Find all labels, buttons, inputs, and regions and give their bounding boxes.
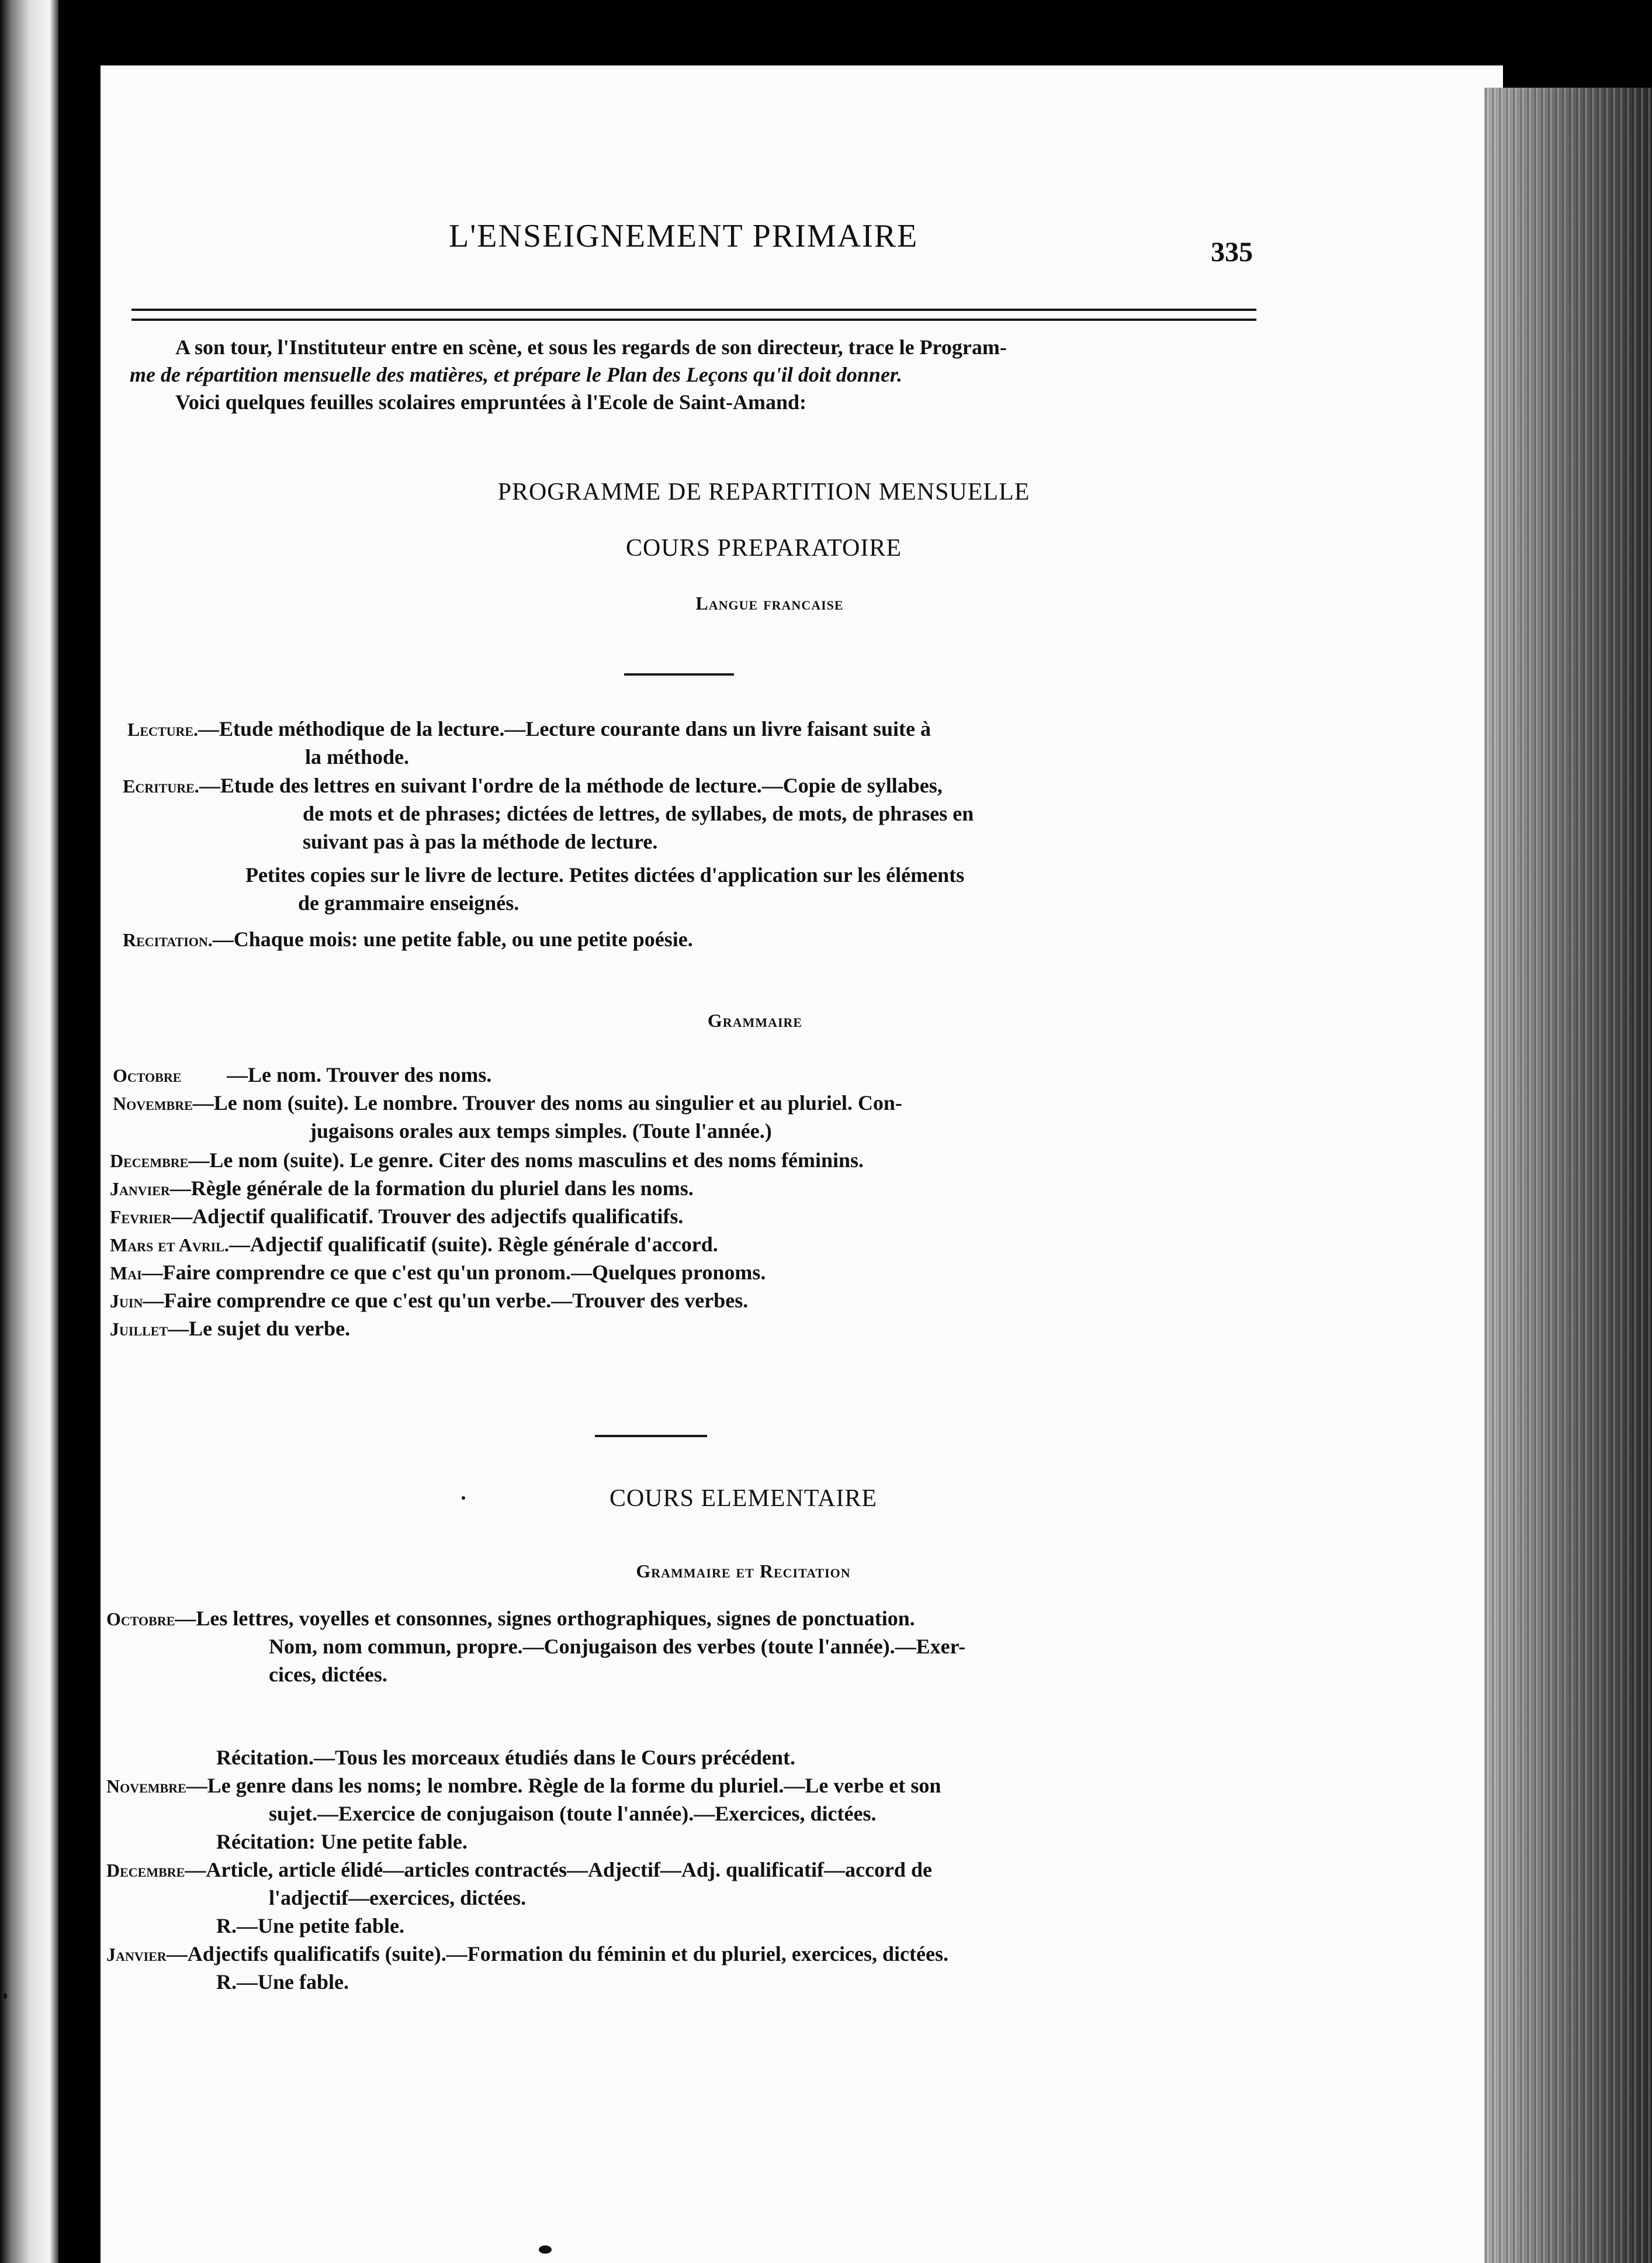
- running-header: L'ENSEIGNEMENT PRIMAIRE: [449, 218, 919, 254]
- elem-octobre-line-2: Nom, nom commun, propre.—Conjugaison des verbes (toute l'année).—Exer-: [269, 1635, 966, 1658]
- elementaire-janvier: [106, 1943, 948, 1966]
- grammaire-juillet: [110, 1317, 350, 1340]
- grammaire-decembre: [110, 1149, 864, 1172]
- lecture-continued: la méthode.: [305, 745, 409, 769]
- ecriture-line-3: suivant pas à pas la méthode de lecture.: [303, 830, 658, 853]
- scan-speck: [4, 1993, 7, 1999]
- elem-octobre-line-3: cices, dictées.: [269, 1663, 387, 1686]
- ecriture-line-2: de mots et de phrases; dictées de lettres, de syllabes, de mots, de phrases en: [303, 802, 974, 825]
- elem-decembre-line-2: l'adjectif—exercices, dictées.: [269, 1886, 527, 1909]
- mars-avril-text: —Adjectif qualificatif (suite). Règle générale d'accord.: [228, 1233, 718, 1256]
- juillet-term: Juillet: [110, 1319, 168, 1340]
- section-divider: [624, 673, 734, 676]
- elem-octobre-term: Octobre: [106, 1608, 175, 1629]
- juin-text: —Faire comprendre ce que c'est qu'un verbe.—Trouver des verbes.: [143, 1289, 749, 1312]
- elem-janvier-text: —Adjectifs qualificatifs (suite).—Formation du féminin et du pluriel, exercices, dictées.: [166, 1942, 948, 1966]
- mai-text: —Faire comprendre ce que c'est qu'un pronom.—Quelques pronoms.: [141, 1261, 766, 1284]
- elementaire-novembre: [106, 1774, 941, 1797]
- octobre-text: —Le nom. Trouver des noms.: [227, 1063, 492, 1086]
- decembre-term: Decembre: [110, 1150, 189, 1171]
- adjacent-page-edge: [0, 0, 58, 2263]
- page-number: 335: [1211, 237, 1253, 268]
- grammaire-juin: [110, 1289, 748, 1312]
- elem-janvier-term: Janvier: [106, 1944, 167, 1965]
- programme-heading: PROGRAMME DE REPARTITION MENSUELLE: [497, 479, 1030, 506]
- grammaire-novembre: [113, 1092, 902, 1115]
- mai-term: Mai: [110, 1262, 142, 1283]
- decembre-text: —Le nom (suite). Le genre. Citer des noms masculins et des noms féminins.: [188, 1148, 864, 1172]
- elem-r-1: R.—Une petite fable.: [216, 1914, 404, 1937]
- grammaire-fevrier: [110, 1205, 683, 1228]
- header-rule-bottom: [131, 319, 1256, 321]
- janvier-text: —Règle générale de la formation du pluriel dans les noms.: [169, 1177, 694, 1200]
- section-divider-2: [595, 1435, 707, 1437]
- cours-preparatoire-heading: COURS PREPARATOIRE: [626, 535, 902, 562]
- grammaire-recitation-heading: Grammaire et Recitation: [636, 1560, 851, 1582]
- janvier-term: Janvier: [110, 1178, 170, 1199]
- page-stack-edge: [1484, 88, 1652, 2263]
- recitation-term: Recitation.: [123, 929, 213, 950]
- novembre-continued: jugaisons orales aux temps simples. (Toute l'année.): [310, 1119, 772, 1143]
- novembre-term: Novembre: [113, 1093, 193, 1114]
- octobre-term: Octobre: [113, 1065, 182, 1086]
- elem-novembre-term: Novembre: [106, 1776, 186, 1797]
- petites-copies-line-2: de grammaire enseignés.: [298, 891, 520, 915]
- grammaire-octobre: [113, 1064, 491, 1086]
- ecriture-term: Ecriture.: [123, 776, 199, 797]
- recitation-text: —Chaque mois: une petite fable, ou une petite poésie.: [212, 928, 693, 951]
- elem-octobre-text: —Les lettres, voyelles et consonnes, signes orthographiques, signes de ponctuation.: [175, 1607, 915, 1630]
- intro-line-1: A son tour, l'Instituteur entre en scène, et sous les regards de son directeur, trace le Program-: [175, 335, 1007, 359]
- intro-line-3: Voici quelques feuilles scolaires empruntées à l'Ecole de Saint-Amand:: [175, 390, 806, 414]
- elem-r-2: R.—Une fable.: [216, 1970, 349, 1994]
- elem-recitation-1: Récitation.—Tous les morceaux étudiés dans le Cours précédent.: [216, 1746, 795, 1769]
- ecriture-entry: [123, 774, 943, 797]
- elem-decembre-term: Decembre: [106, 1860, 185, 1881]
- intro-line-2: me de répartition mensuelle des matières, et prépare le Plan des Leçons qu'il doit donner.: [130, 363, 902, 386]
- scan-speck: [539, 2245, 552, 2254]
- elementaire-decembre: [106, 1859, 932, 1881]
- juillet-text: —Le sujet du verbe.: [168, 1317, 351, 1340]
- juin-term: Juin: [110, 1290, 143, 1312]
- scan-speck: [462, 1496, 465, 1500]
- elementaire-octobre: [106, 1607, 915, 1630]
- grammaire-mars-avril: [110, 1233, 718, 1256]
- elem-recitation-2: Récitation: Une petite fable.: [216, 1830, 467, 1853]
- header-rule-top: [131, 309, 1256, 311]
- elem-decembre-text: —Article, article élidé—articles contractés—Adjectif—Adj. qualificatif—accord de: [185, 1858, 932, 1881]
- fevrier-text: —Adjectif qualificatif. Trouver des adjectifs qualificatifs.: [171, 1205, 684, 1228]
- grammaire-janvier: [110, 1177, 694, 1200]
- novembre-text: —Le nom (suite). Le nombre. Trouver des noms au singulier et au pluriel. Con-: [192, 1091, 902, 1115]
- petites-copies-line-1: Petites copies sur le livre de lecture. Petites dictées d'application sur les éléments: [245, 863, 965, 887]
- grammaire-mai: [110, 1261, 766, 1284]
- ecriture-text: —Etude des lettres en suivant l'ordre de la méthode de lecture.—Copie de syllabes,: [199, 774, 943, 797]
- elem-novembre-text: —Le genre dans les noms; le nombre. Règle de la forme du pluriel.—Le verbe et son: [186, 1774, 941, 1797]
- langue-francaise-heading: Langue francaise: [695, 593, 844, 614]
- mars-avril-term: Mars et Avril.: [110, 1234, 229, 1255]
- lecture-term: Lecture.: [127, 719, 199, 740]
- elem-novembre-line-2: sujet.—Exercice de conjugaison (toute l'année).—Exercices, dictées.: [269, 1802, 877, 1825]
- lecture-text: —Etude méthodique de la lecture.—Lecture courante dans un livre faisant suite à: [198, 717, 931, 741]
- recitation-entry: [123, 928, 693, 951]
- lecture-entry: [127, 718, 931, 741]
- grammaire-heading: Grammaire: [707, 1010, 803, 1031]
- cours-elementaire-heading: COURS ELEMENTAIRE: [609, 1485, 878, 1512]
- fevrier-term: Fevrier: [110, 1206, 172, 1227]
